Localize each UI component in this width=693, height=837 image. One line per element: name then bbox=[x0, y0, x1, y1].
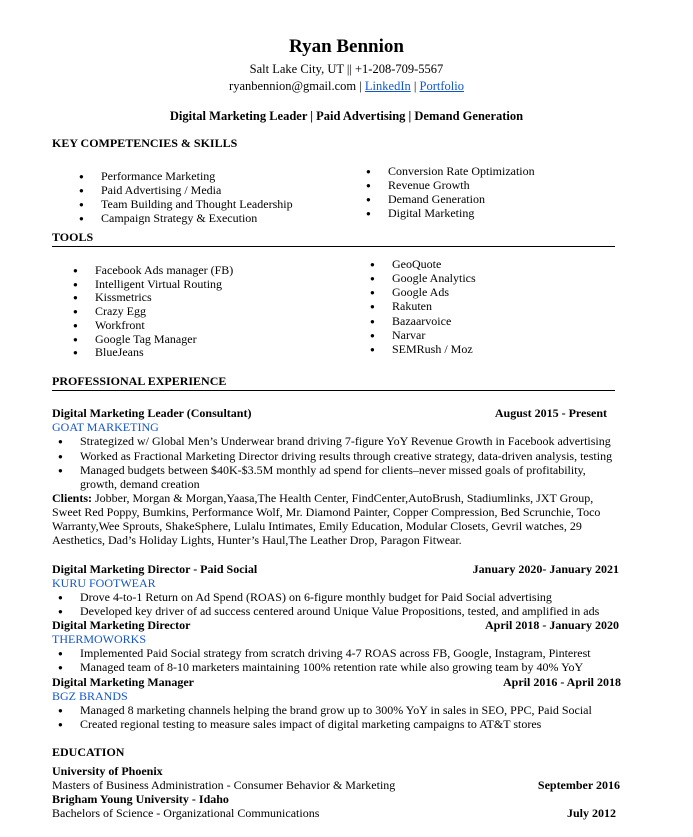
job-bullet-continued: growth, demand creation bbox=[80, 477, 200, 491]
skill-item: ● Digital Marketing bbox=[388, 206, 474, 221]
headline: Digital Marketing Leader | Paid Advertising | Demand Generation bbox=[169, 109, 524, 123]
portfolio-link[interactable]: Portfolio bbox=[419, 79, 464, 93]
tool-item: ● Google Analytics bbox=[392, 271, 476, 286]
contact-links bbox=[0, 79, 693, 94]
tool-item: ● Google Tag Manager bbox=[95, 332, 197, 347]
experience-heading: PROFESSIONAL EXPERIENCE bbox=[52, 374, 227, 388]
job-bullet: ● Implemented Paid Social strategy from scratch driving 4-7 ROAS across FB, Google, Instagram, Pinterest bbox=[80, 646, 591, 661]
tool-item: ● BlueJeans bbox=[95, 345, 144, 360]
job-bullet: ● Worked as Fractional Marketing Director driving results through creative strategy, data-driven analysis, testing bbox=[80, 449, 612, 464]
candidate-name: Ryan Bennion bbox=[289, 36, 404, 57]
school-name: University of Phoenix bbox=[52, 764, 163, 778]
separator: | bbox=[410, 79, 420, 93]
skill-item: ● Demand Generation bbox=[388, 192, 485, 207]
degree-name: Masters of Business Administration - Consumer Behavior & Marketing bbox=[52, 778, 396, 792]
tool-item: ● Kissmetrics bbox=[95, 290, 152, 305]
separator: | bbox=[356, 79, 365, 93]
job-dates: April 2018 - January 2020 bbox=[484, 618, 619, 632]
job-dates: April 2016 - April 2018 bbox=[502, 675, 621, 689]
company-name: GOAT MARKETING bbox=[52, 420, 159, 434]
skill-item: ● Paid Advertising / Media bbox=[101, 183, 221, 198]
company-name: THERMOWORKS bbox=[52, 632, 147, 646]
tool-item: ● Facebook Ads manager (FB) bbox=[95, 263, 233, 278]
tools-heading: TOOLS bbox=[52, 230, 94, 244]
job-bullet: ● Developed key driver of ad success centered around Unique Value Propositions, tested, and amplified in ads bbox=[80, 604, 599, 619]
school-name: Brigham Young University - Idaho bbox=[52, 792, 229, 806]
clients-label: Clients: bbox=[52, 491, 92, 505]
job-bullet: ● Managed budgets between $40K-$3.5M monthly ad spend for clients–never missed goals of profitability, bbox=[80, 463, 586, 478]
email-text: ryanbennion@gmail.com bbox=[229, 79, 357, 93]
company-name: BGZ BRANDS bbox=[52, 689, 128, 703]
section-divider bbox=[52, 390, 615, 391]
skills-heading: KEY COMPETENCIES & SKILLS bbox=[52, 136, 238, 150]
job-bullet: ● Drove 4-to-1 Return on Ad Spend (ROAS) on 6-figure monthly budget for Paid Social advertising bbox=[80, 590, 552, 605]
job-title: Digital Marketing Leader (Consultant) bbox=[52, 406, 252, 420]
tool-item: ● GeoQuote bbox=[392, 257, 441, 272]
job-title: Digital Marketing Director bbox=[52, 618, 191, 632]
job-bullet: ● Created regional testing to measure sales impact of digital marketing campaigns to AT&T stores bbox=[80, 717, 541, 732]
tool-item: ● Intelligent Virtual Routing bbox=[95, 277, 222, 292]
skill-item: ● Revenue Growth bbox=[388, 178, 470, 193]
skill-item: ● Conversion Rate Optimization bbox=[388, 164, 535, 179]
job-title: Digital Marketing Director - Paid Social bbox=[52, 562, 258, 576]
linkedin-link[interactable]: LinkedIn bbox=[364, 79, 411, 93]
degree-date: July 2012 bbox=[566, 806, 616, 820]
tool-item: ● Bazaarvoice bbox=[392, 314, 451, 329]
job-title: Digital Marketing Manager bbox=[52, 675, 194, 689]
job-dates: January 2020- January 2021 bbox=[472, 562, 619, 576]
education-heading: EDUCATION bbox=[52, 745, 125, 759]
skill-item: ● Campaign Strategy & Execution bbox=[101, 211, 257, 226]
job-bullet: ● Strategized w/ Global Men’s Underwear brand driving 7-figure YoY Revenue Growth in Facebook advertising bbox=[80, 434, 611, 449]
job-bullet: ● Managed 8 marketing channels helping the brand grow up to 300% YoY in sales in SEO, PPC, Paid Social bbox=[80, 703, 592, 718]
clients-paragraph bbox=[52, 491, 612, 547]
tool-item: ● Workfront bbox=[95, 318, 145, 333]
skill-item: ● Performance Marketing bbox=[101, 169, 215, 184]
job-dates: August 2015 - Present bbox=[494, 406, 607, 420]
section-divider bbox=[52, 246, 615, 247]
degree-date: September 2016 bbox=[537, 778, 620, 792]
tool-item: ● Narvar bbox=[392, 328, 425, 343]
company-name: KURU FOOTWEAR bbox=[52, 576, 156, 590]
tool-item: ● Google Ads bbox=[392, 285, 449, 300]
clients-list: Jobber, Morgan & Morgan,Yaasa,The Health Center, FindCenter,AutoBrush, Stadiumlinks, JXT Group, Sweet Red Poppy, Bumkins, Performance Wolf, Mr. Diamond Painter, Copper Compression, Bed Scrunchie, Toco Warranty,Wee Sprouts, ShakeSphere, Lulalu Intimates, Emily Education, Modular Closets, Gevril watches, 29 Aesthetics, Dad’s Holiday Lights, Hunter’s Haul,The Leather Drop, Paragon Fitwear. bbox=[52, 491, 601, 547]
job-bullet: ● Managed team of 8-10 marketers maintaining 100% retention rate while also growing team by 40% YoY bbox=[80, 660, 583, 675]
tool-item: ● SEMRush / Moz bbox=[392, 342, 473, 357]
skill-item: ● Team Building and Thought Leadership bbox=[101, 197, 293, 212]
tool-item: ● Rakuten bbox=[392, 299, 432, 314]
tool-item: ● Crazy Egg bbox=[95, 304, 146, 319]
location-phone: Salt Lake City, UT || +1-208-709-5567 bbox=[249, 62, 444, 76]
degree-name: Bachelors of Science - Organizational Communications bbox=[52, 806, 320, 820]
